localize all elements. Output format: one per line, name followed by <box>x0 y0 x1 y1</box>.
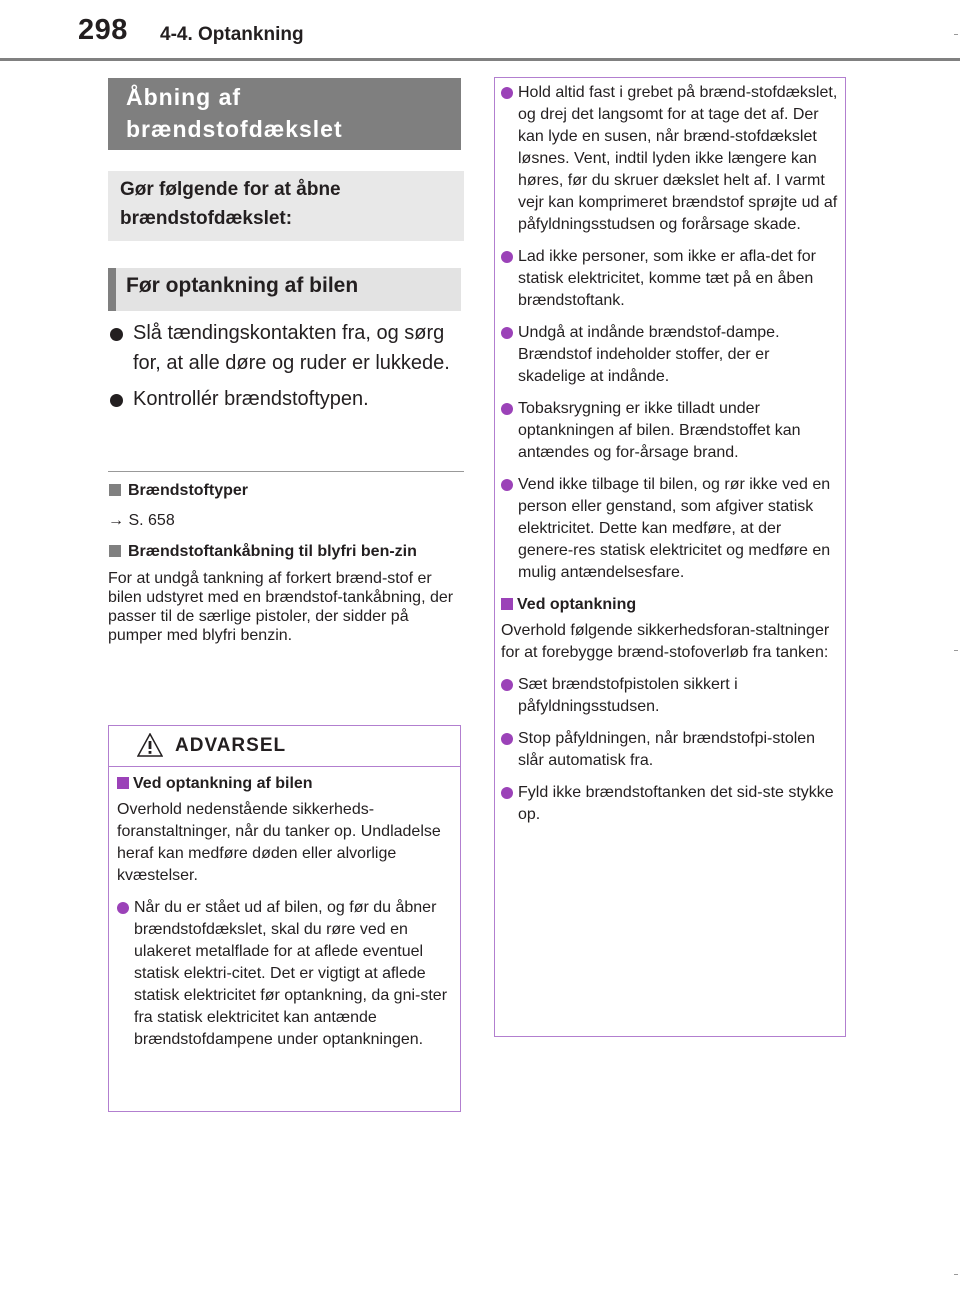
warning-subheading-text: Ved optankning af bilen <box>133 775 313 792</box>
warning-bullet <box>501 398 839 464</box>
bullet-dot <box>501 733 513 745</box>
note-heading <box>108 481 464 500</box>
bullet-dot <box>110 328 123 341</box>
page-reference[interactable] <box>108 511 464 530</box>
step-list <box>108 318 464 420</box>
warning-paragraph: Overhold nedenstående sikkerheds-foranstaltninger, når du tanker op. Undladelse heraf kan medføre døden eller alvorlige kvæstelser. <box>117 801 441 884</box>
edge-mark <box>954 650 958 651</box>
warning-bullet <box>501 782 839 826</box>
step-item <box>108 318 464 378</box>
note-heading <box>108 542 464 561</box>
bullet-dot <box>110 394 123 407</box>
square-bullet-icon <box>501 598 513 610</box>
warning-bullet <box>501 728 839 772</box>
header-divider <box>0 58 960 61</box>
warning-subheading-text: Ved optankning <box>517 596 637 613</box>
bullet-dot <box>501 479 513 491</box>
step-text: Kontrollér brændstoftypen. <box>133 388 369 410</box>
warning-bullet-text: Fyld ikke brændstoftanken det sid-ste stykke op. <box>518 784 834 823</box>
warning-content <box>109 767 460 1051</box>
warning-bullet <box>501 82 839 236</box>
warning-bullet <box>117 897 452 1051</box>
warning-header <box>109 726 460 767</box>
step-text: Slå tændingskontakten fra, og sørg for, at alle døre og ruder er lukkede. <box>133 322 450 374</box>
chapter-title: 4-4. Optankning <box>160 24 304 45</box>
warning-triangle-icon <box>137 733 163 757</box>
warning-paragraph: Overhold følgende sikkerhedsforan-staltninger for at forebygge brænd-stofoverløb fra tanken: <box>501 622 830 661</box>
note-heading-text: Brændstoftyper <box>128 482 249 499</box>
warning-box <box>108 725 461 1112</box>
edge-mark <box>954 34 958 35</box>
warning-bullet-text: Undgå at indånde brændstof-dampe. Brændstof indeholder stoffer, der er skadelige at indånde. <box>518 324 780 385</box>
square-bullet-icon <box>117 777 129 789</box>
warning-subheading <box>501 594 839 616</box>
bullet-dot <box>501 251 513 263</box>
warning-bullet <box>501 322 839 388</box>
bullet-dot <box>501 679 513 691</box>
bullet-dot <box>501 327 513 339</box>
section-title: Åbning af brændstofdækslet <box>108 78 461 150</box>
warning-bullet-text: Vend ikke tilbage til bilen, og rør ikke ved en person eller genstand, som afgiver statisk elektricitet. Dette kan medføre, at der genere-res statisk elektricitet og medføre en mulig antændelsesfare. <box>518 476 831 581</box>
bullet-dot <box>501 403 513 415</box>
bullet-dot <box>117 902 129 914</box>
intro-text: Gør følgende for at åbne brændstofdækslet: <box>108 171 464 241</box>
warning-bullet <box>501 674 839 718</box>
bullet-dot <box>501 87 513 99</box>
warning-bullet <box>501 474 839 584</box>
warning-subheading <box>117 773 452 795</box>
note-body: For at undgå tankning af forkert brænd-stof er bilen udstyret med en brændstof-tankåbning, der passer til de særlige pistoler, der sidder på pumper med blyfri benzin. <box>108 570 454 644</box>
edge-mark <box>954 1274 958 1275</box>
warning-bullet-text: Tobaksrygning er ikke tilladt under optankningen af bilen. Brændstoffet kan antændes og for-årsage brand. <box>518 400 801 461</box>
warning-bullet-text: Hold altid fast i grebet på brænd-stofdækslet, og drej det langsomt for at tage det af. Der kan lyde en susen, når brænd-stofdækslet løsnes. Vent, indtil lyden ikke længere kan høres, før du skruer dækslet helt af. I varmt vejr kan komprimeret brændstof sprøjte ud af påfyldningsstudsen og forårsage skade. <box>518 84 838 233</box>
square-bullet-icon <box>109 545 121 557</box>
page-number: 298 <box>78 14 128 46</box>
warning-continuation-box <box>494 77 846 1037</box>
warning-title: ADVARSEL <box>175 735 287 756</box>
note-heading-text: Brændstoftankåbning til blyfri ben-zin <box>128 543 417 560</box>
warning-bullet-text: Sæt brændstofpistolen sikkert i påfyldningsstudsen. <box>518 676 738 715</box>
warning-bullet-text: Når du er stået ud af bilen, og før du åbner brændstofdækslet, skal du røre ved en ulakeret metalflade for at aflede eventuel statisk elektri-citet. Det er vigtigt at aflede statisk elektricitet før optankning, da gni-ster fra statisk elektricitet kan antænde brændstofdampene under optankningen. <box>134 899 448 1048</box>
step-item <box>108 384 464 414</box>
arrow-right-icon: → <box>108 512 124 529</box>
warning-bullet-text: Lad ikke personer, som ikke er afla-det for statisk elektricitet, komme tæt på en åben brændstoftank. <box>518 248 816 309</box>
square-bullet-icon <box>109 484 121 496</box>
subsection-title: Før optankning af bilen <box>108 268 461 311</box>
notes-section <box>108 479 464 645</box>
warning-bullet-text: Stop påfyldningen, når brændstofpi-stolen slår automatisk fra. <box>518 730 816 769</box>
bullet-dot <box>501 787 513 799</box>
section-divider <box>108 471 464 472</box>
warning-bullet <box>501 246 839 312</box>
page-reference-text: S. 658 <box>128 512 175 529</box>
